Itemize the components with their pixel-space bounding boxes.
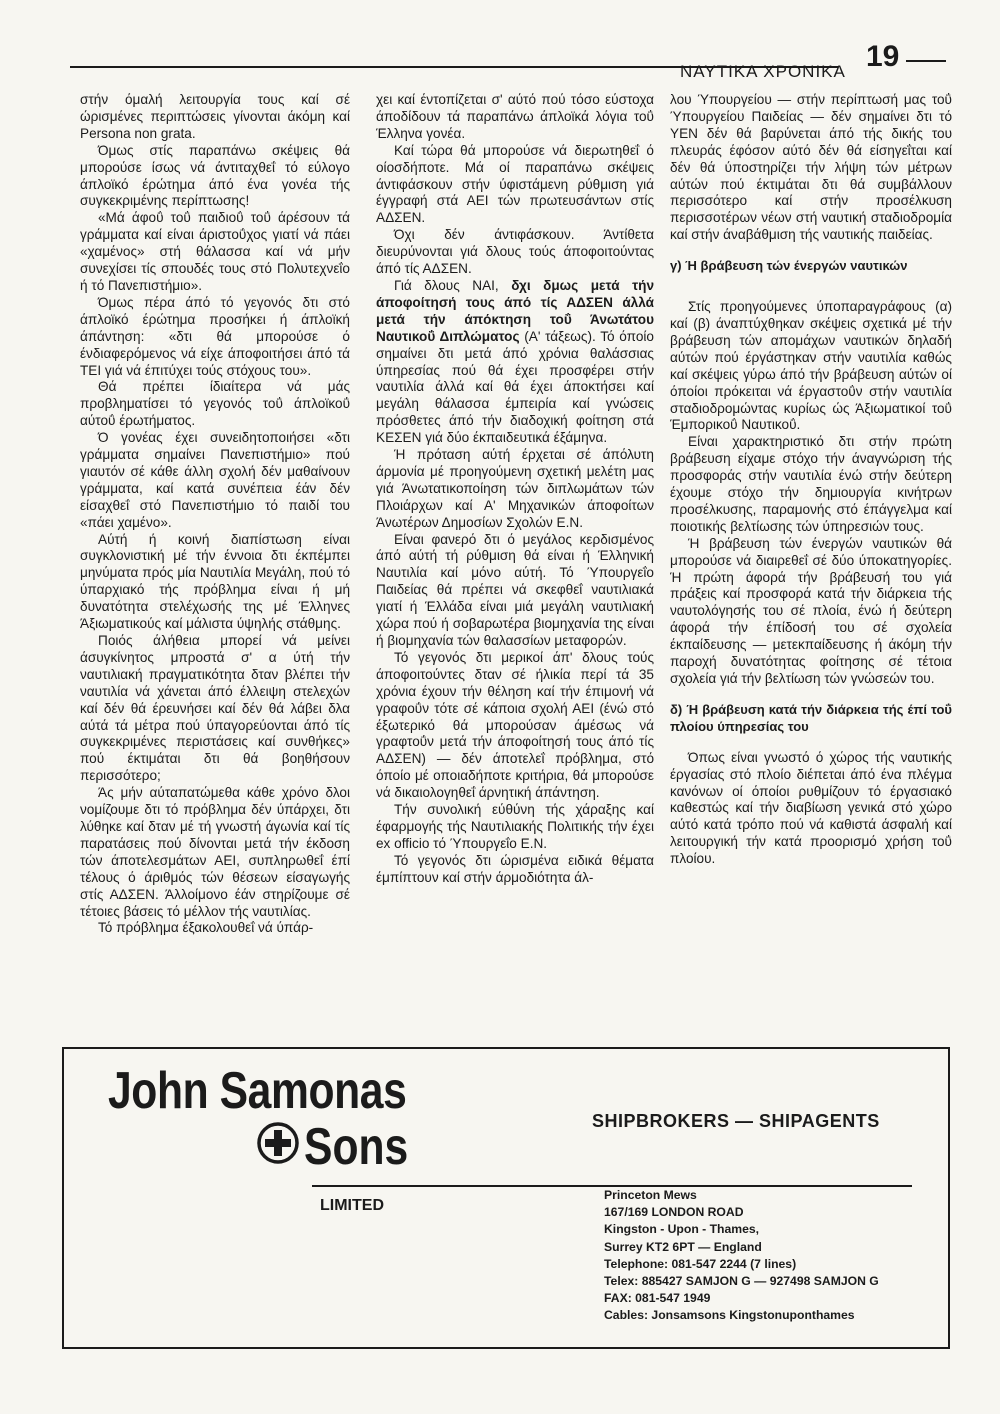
header-rule-right bbox=[906, 60, 946, 62]
paragraph: χει καί έντοπίζεται σ' αύτό πού τόσο εύστοχα άποδίδουν τά παραπάνω άπλοϊκά λόγια τοΰ Έλληνα γονέα. bbox=[376, 92, 654, 141]
paragraph: Τήν συνολική εύθύνη τής χάραξης καί έφαρμογής τής Ναυτιλιακής Πολιτικής τήν έχει ex officio τό Ύπουργεΐο Ε.Ν. bbox=[376, 802, 654, 851]
plus-circle-icon bbox=[256, 1121, 300, 1165]
company-name: John Samonas bbox=[108, 1062, 407, 1120]
paragraph-rest: (Α' τάξεως). Τό όποίο σημαίνει δτι μετά άπό χρόνια θαλάσσιας ύπηρεσίας πού θά έχει προσφέρει στήν ναυτιλία άλλά καί θά έχει άποκτήσει καί μεγάλη θάλασσα έμπειρία καί γνώσεις πρόσθετες άπό τήν διαδοχική φοίτηση στά ΚΕΣΕΝ γιά δύο έκπαιδευτικά έξάμηνα. bbox=[376, 328, 654, 446]
company-name-suffix: Sons bbox=[304, 1118, 409, 1176]
paragraph: Ό γονέας έχει συνειδητοποιήσει «δτι γράμματα σημαίνει Πανεπιστήμιο» πού γιαυτόν σέ κάθε άλλη σχολή δέν μαθαίνουν γράμματα, καί κατά συνέπεια έάν δέν είσαχθεΐ στό Πανεπιστήμιο τό παιδί του «πάει χαμένο». bbox=[80, 430, 350, 530]
publication-title: ΝΑΥΤΙΚΑ ΧΡΟΝΙΚΑ bbox=[680, 62, 846, 81]
address-line: Kingston - Upon - Thames, bbox=[604, 1222, 760, 1237]
advertisement-box bbox=[62, 1047, 950, 1349]
paragraph: Άς μήν αύταπατώμεθα κάθε χρόνο δλοι νομίζουμε δτι τό πρόβλημα δέν ύπάρχει, δτι λύθηκε καί δταν μέ τή γνωστή άγωνία καί τίς παρατάσεις πού δίνονται μετά τήν έκδοση τών άποτελεσμάτων ΑΕΙ, συπληρωθεΐ έπί τέλους ό άριθμός τών θέσεων είσαγωγής στίς ΑΔΣΕΝ. Άλλοίμονο έάν στηρίζουμε σέ τέτοιες βάσεις τό μέλλον τής ναυτιλίας. bbox=[80, 785, 350, 919]
paragraph: Ποιός άλήθεια μπορεί νά μείνει άσυγκίνητος μπροστά σ' α ύτή τήν ναυτιλιακή πραγματικότητα δταν βλέπει τήν ναυτιλία νά χάνεται άπό έλλειψη στελεχών καί δέν θά έρευνήσει καί δέν θά λάβει δλα αύτά τά μέτρα πού ύπαγορεύονται άπό τίς συγκεκριμένες περιστάσεις καί συνθήκες» πού έκτιμάται δτι θά βοηθήσουν περισσότερο; bbox=[80, 633, 350, 784]
paragraph-lead: Γιά δλους ΝΑΙ, bbox=[394, 277, 499, 293]
telephone-line: Telephone: 081-547 2244 (7 lines) bbox=[604, 1256, 797, 1271]
address-line: 167/169 LONDON ROAD bbox=[604, 1205, 744, 1220]
paragraph: Ή πρόταση αύτή έρχεται σέ άπόλυτη άρμονία μέ προηγούμενη σχετική μελέτη μας γιά Άνωτατικοποίηση τών διπλωμάτων τών Πλοιάρχων καί Α' Μηχανικών άποφοίτων Άνωτέρων Δημοσίων Σχολών Ε.Ν. bbox=[376, 447, 654, 530]
paragraph: Τό πρόβλημα έξακολουθεΐ νά ύπάρ- bbox=[98, 920, 314, 936]
paragraph: στήν όμαλή λειτουργία τους καί σέ ώρισμένες περιπτώσεις γίνονται άκόμη καί Persona non grata. bbox=[80, 92, 350, 141]
fax-line: FAX: 081-547 1949 bbox=[604, 1291, 711, 1306]
section-heading: γ) Ή βράβευση τών ένεργών ναυτικών bbox=[670, 258, 908, 274]
address-line: Princeton Mews bbox=[604, 1188, 697, 1202]
paragraph: Τό γεγονός δτι ώρισμένα ειδικά θέματα έμπίπτουν καί στήν άρμοδιότητα άλ- bbox=[376, 852, 654, 885]
paragraph: Είναι χαρακτηριστικό δτι στήν πρώτη βράβευση είχαμε στόχο τήν άναγνώριση τής προσφοράς στήν ναυτιλία ένώ στήν δεύτερη έχουμε στόχο τήν δημιουργία κινήτρων προσέλκυσης, παραμονής στό έπάγγελμα καί ποιοτικής βελτίωσης τών ύπηρεσιών τους. bbox=[670, 434, 952, 534]
paragraph bbox=[376, 278, 654, 447]
paragraph: Στίς προηγούμενες ύποπαραγράφους (α) καί (β) άναπτύχθηκαν σκέψεις σχετικά μέ τήν βράβευση τών απομάχων ναυτικών δηλαδή αύτών πού έργάστηκαν στήν ναυτιλία καθώς καί σκέψεις γύρω άπό τήν βράβευση αύτών οί όποίοι πρόκειται νά έργαστοΰν στήν ναυτιλία σταδιοδρομώντας κυρίως ώς Άξιωματικοί τοΰ Έμπορικοΰ Ναυτικοΰ. bbox=[670, 299, 952, 433]
address-line: Surrey KT2 6PT — England bbox=[604, 1239, 762, 1254]
page-number: 19 bbox=[866, 40, 900, 73]
services-line: SHIPBROKERS — SHIPAGENTS bbox=[592, 1111, 880, 1131]
legal-form: LIMITED bbox=[320, 1197, 384, 1214]
bold-emphasis: δχι δμως μετά τήν άποφοίτησή τους άπό τίς ΑΔΣΕΝ άλλά μετά τήν άπόκτηση τοΰ Άνωτάτου Ναυτικοΰ Διπλώματος bbox=[376, 277, 654, 344]
article-column-2 bbox=[376, 92, 654, 1036]
paragraph: Όχι δέν άντιφάσκουν. Άντίθετα διευρύνονται γιά δλους τούς άποφοιτούντας άπό τίς ΑΔΣΕΝ. bbox=[376, 227, 654, 277]
paragraph: λου Ύπουργείου — στήν περίπτωσή μας τοΰ Ύπουργείου Παιδείας — δέν σημαίνει δτι τό ΥΕΝ δέν θά βαρύνεται άπό τής δικής του πλευράς έφόσον αύτό δέν θά είσηγεΐται καί δέν θά ύποστηρίζει τήν λήψη τών μέτρων αύτών πού έκτιμάται δτι θά συμβάλλουν περισσότερο καί στήν προσέλκυση περισσοτέρων νέων στή ναυτική σταδιοδρομία καί στήν άναβάθμιση τής ναυτικής παιδείας. bbox=[670, 92, 952, 243]
section-heading: δ) Ή βράβευση κατά τήν διάρκεια τής έπί τοΰ πλοίου ύπηρεσίας του bbox=[670, 701, 952, 734]
paragraph: Όμως στίς παραπάνω σκέψεις θά μπορούσε ίσως νά άντιταχθεΐ τό εύλογο άπλοϊκό έρώτημα άπό ένα γονέα τής συγκεκριμένης περίπτωσης! bbox=[80, 142, 350, 209]
paragraph: Τό γεγονός δτι μερικοί άπ' δλους τούς άποφοιτούντες δταν σέ ήλικία περί τά 35 χρόνια έχουν τήν θέληση καί τήν έπιμονή νά γραφοΰν τότε σέ κάποια σχολή ΑΕΙ (ένώ στό έξωτερικό θά μπορούσαν άμέσως νά γραφτοΰν μετά τήν άποφοίτησή τους άπό τίς ΑΔΣΕΝ) — δέν άποτελεΐ πρόβλημα, στό όποίο μέ οποιαδήποτε κριτήρια, θά μπορούσε νά δικαιολογηθεΐ άρνητική άπάντηση. bbox=[376, 649, 654, 801]
article-column-3 bbox=[670, 92, 952, 1036]
article-column-1 bbox=[80, 92, 350, 1036]
paragraph: «Μά άφοΰ τοΰ παιδιοΰ τοΰ άρέσουν τά γράμματα καί είναι άριστοΰχος γιατί νά πάει «χαμένος» στή θάλασσα καί νά μήν συνεχίσει τίς σπουδές τους στό Πολυτεχνεΐο ή τό Πανεπιστήμιο». bbox=[80, 210, 350, 293]
paragraph: Θά πρέπει ίδιαίτερα νά μάς προβληματίσει τό γεγονός τοΰ άπλοϊκοΰ αύτοΰ έρωτήματος. bbox=[80, 379, 350, 429]
paragraph: Καί τώρα θά μπορούσε νά διερωτηθεΐ ό οίοσδήποτε. Μά οί παραπάνω σκέψεις άντιφάσκουν στήν ύφιστάμενη ρύθμιση γιά έγγραφή στά ΑΕΙ τών πρωτευσάντων στίς ΑΔΣΕΝ. bbox=[376, 142, 654, 226]
paragraph: Ή βράβευση τών ένεργών ναυτικών θά μπορούσε νά διαιρεθεΐ σέ δύο ύποκατηγορίες. Ή πρώτη άφορά τήν βράβευσή του γιά πράξεις καί προσφορά κατά τήν διάρκεια τής ναυτολόγησής του σέ πλοία, ένώ ή δεύτερη άφορά τήν έπίδοσή του σέ σχολεία έκπαίδευσης — μετεκπαίδευσης ή άκόμη τήν παροχή δυνατότητας φοίτησης σέ τέτοια σχολεία γιά τήν βελτίωση τών γνώσεών του. bbox=[670, 535, 952, 686]
address-block bbox=[604, 1187, 879, 1325]
paragraph: Όμως πέρα άπό τό γεγονός δτι στό άπλοϊκό έρώτημα προσήκει ή άπλοϊκή άπάντηση: «δτι θά μπορούσε ό ένδιαφερόμενος νά είχε άποφοιτήσει άπό τά ΤΕΙ γιά νά έπιτύχει τούς στόχους του». bbox=[80, 294, 350, 378]
paragraph: Είναι φανερό δτι ό μεγάλος κερδισμένος άπό αύτή τή ρύθμιση θά είναι ή Έλληνική Ναυτιλία καί μόνο αύτή. Τό Ύπουργεΐο Παιδείας θά πρέπει νά σκεφθεΐ ναυτιλιακά γιατί ή Έλλάδα είναι μιά μεγάλη ναυτιλιακή χώρα πού ή σοβαρωτέρα βιομηχανία της είναι ή βιομηχανία τών θαλασσίων μεταφορών. bbox=[376, 531, 654, 648]
paragraph: Όπως είναι γνωστό ό χώρος τής ναυτικής έργασίας στό πλοίο διέπεται άπό ένα πλέγμα κανόνων οί όποίοι ρυθμίζουν τό έργασιακό καθεστώς καί τήν διαβίωση γενικά στό χώρο αύτό κατά τρόπο πού νά καθιστά άσφαλή καί λειτουργική τήν κατά προορισμό χρήση τοΰ πλοίου. bbox=[670, 749, 952, 867]
cables-line: Cables: Jonsamsons Kingstonuponthames bbox=[604, 1308, 855, 1323]
paragraph: Αύτή ή κοινή διαπίστωση είναι συγκλονιστική μέ τήν έννοια δτι έκπέμπει μηνύματα πρός μία Ναυτιλία Μεγάλη, πού τό ύπαρχιακό τής πρόβλημα είναι ή μή δυνατότητα στελέχωσής της μέ Έλληνες Άξιωματικούς καί μάλιστα ύψηλής στάθμης. bbox=[80, 531, 350, 632]
telex-line: Telex: 885427 SAMJON G — 927498 SAMJON G bbox=[604, 1274, 879, 1289]
